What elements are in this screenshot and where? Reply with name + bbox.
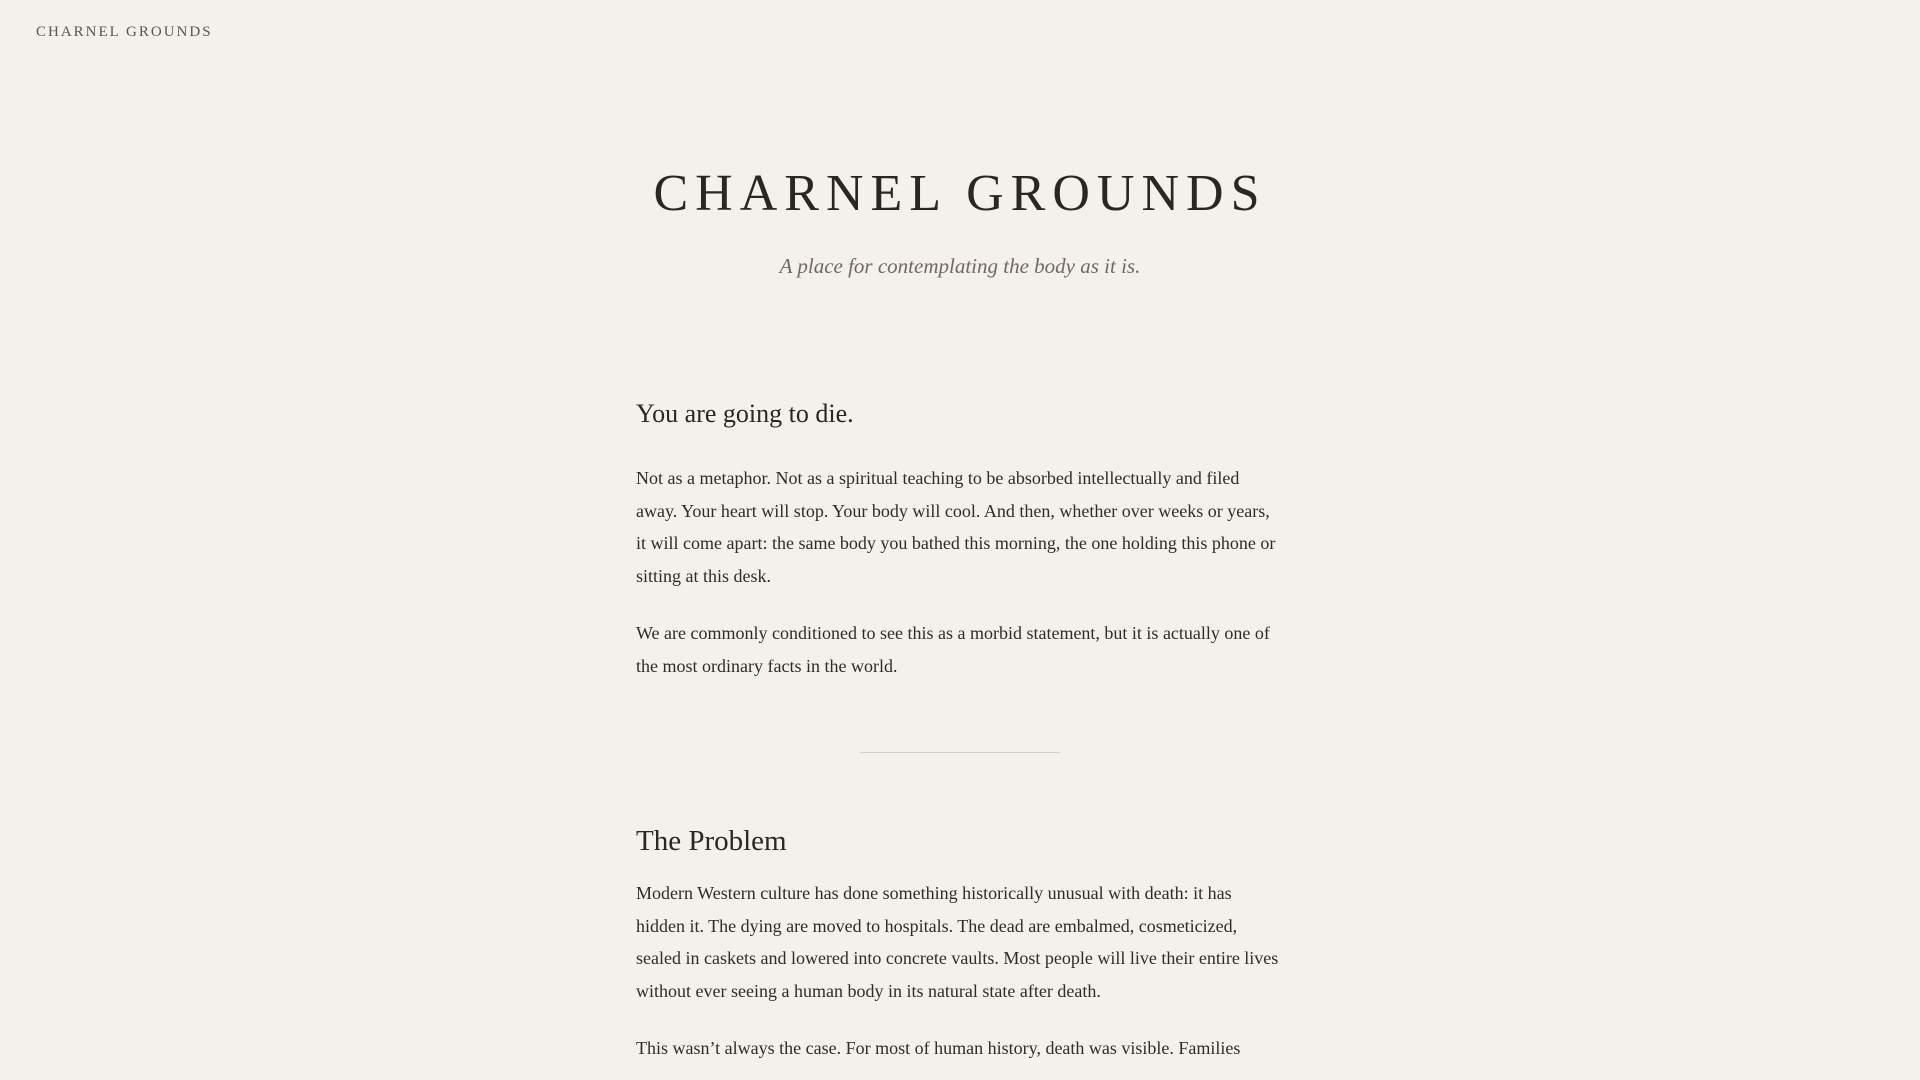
hero xyxy=(0,162,1920,278)
page-title: CHARNEL GROUNDS xyxy=(653,165,1267,222)
site-name-link[interactable]: CHARNEL GROUNDS xyxy=(36,24,213,40)
problem-heading: The Problem xyxy=(636,825,787,857)
intro-paragraph-2: We are commonly conditioned to see this as a morbid statement, but it is actually one of the most ordinary facts in the world. xyxy=(636,623,1270,676)
main-content xyxy=(636,400,1284,1065)
intro-heading: You are going to die. xyxy=(636,399,854,428)
intro-paragraph-1: Not as a metaphor. Not as a spiritual teaching to be absorbed intellectually and filed away. Your heart will stop. Your body will cool. And then, whether over weeks or years, it will come apart: the same body you bathed this morning, the one holding this phone or sitting at this desk. xyxy=(636,468,1276,586)
problem-paragraph-2: This wasn’t always the case. For most of human history, death was visible. Families xyxy=(636,1038,1241,1058)
section-divider xyxy=(860,752,1060,753)
page-tagline: A place for contemplating the body as it is. xyxy=(779,254,1141,278)
problem-paragraph-1: Modern Western culture has done something historically unusual with death: it has hidden it. The dying are moved to hospitals. The dead are embalmed, cosmeticized, sealed in caskets and lowered into concrete vaults. Most people will live their entire lives without ever seeing a human body in its natural state after death. xyxy=(636,883,1279,1001)
